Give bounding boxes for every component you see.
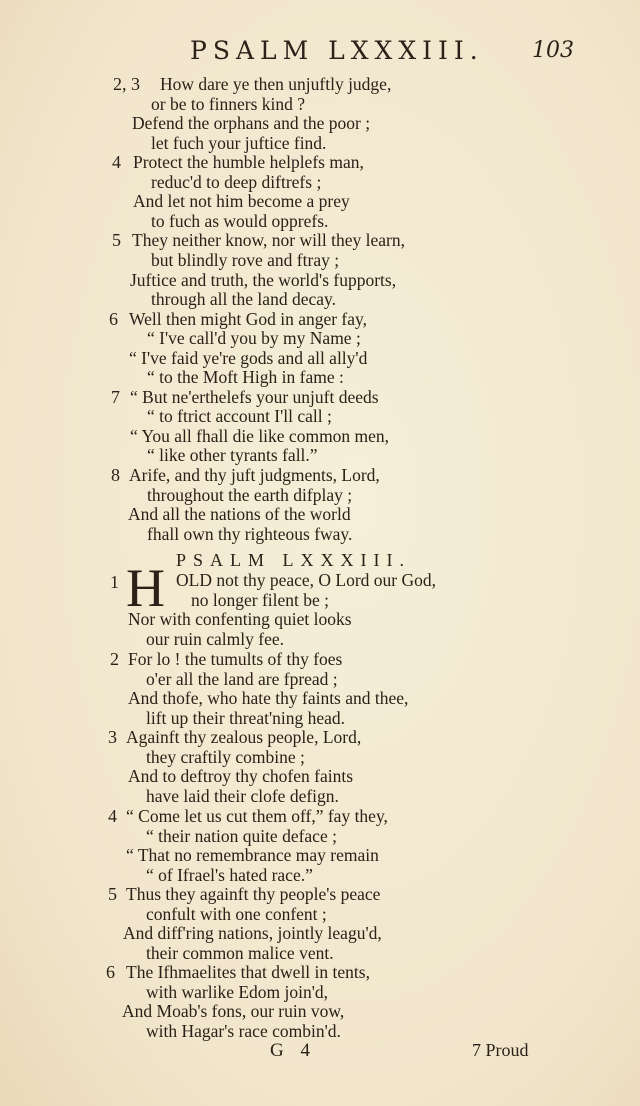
verse-number: 8: [111, 465, 120, 485]
verse-line: confult with one confent ;: [146, 904, 327, 924]
verse-line: Protect the humble helplefs man,: [133, 152, 364, 172]
verse-line: have laid their clofe defign.: [146, 786, 339, 806]
verse-number: 3: [108, 727, 117, 747]
verse-line: their common malice vent.: [146, 943, 334, 963]
verse-line: but blindly rove and ftray ;: [151, 250, 340, 270]
verse-line: “ That no remembrance may remain: [126, 845, 379, 865]
verse-line: “ Come let us cut them off,” fay they,: [126, 806, 388, 826]
verse-line: “ You all fhall die like common men,: [130, 426, 390, 446]
verse-line: fhall own thy righteous fway.: [147, 524, 353, 544]
signature-mark: G 4: [270, 1040, 316, 1061]
catchword: 7 Proud: [472, 1040, 529, 1060]
verse-number: 6: [106, 962, 115, 982]
verse-line: “ I've call'd you by my Name ;: [147, 328, 361, 348]
verse-line: lift up their threat'ning head.: [146, 708, 345, 728]
verse-line: Nor with confenting quiet looks: [128, 609, 352, 629]
verse-line: “ I've faid ye're gods and all ally'd: [129, 348, 368, 368]
verse-line: Defend the orphans and the poor ;: [132, 113, 371, 133]
verse-line: OLD not thy peace, O Lord our God,: [176, 570, 437, 590]
verse-line: Well then might God in anger fay,: [129, 309, 368, 329]
verse-line: throughout the earth difplay ;: [147, 485, 353, 505]
verse-line: “ their nation quite deface ;: [146, 826, 337, 846]
verse-number: 2, 3: [113, 74, 140, 94]
running-title: PSALM LXXXIII.: [190, 36, 484, 65]
page-number: 103: [532, 38, 574, 63]
verse-line: they craftily combine ;: [146, 747, 305, 767]
verse-number: 2: [110, 649, 119, 669]
verse-line: or be to finners kind ?: [151, 94, 306, 114]
verse-line: And thofe, who hate thy faints and thee,: [128, 688, 409, 708]
verse-line: let fuch your juftice find.: [151, 133, 327, 153]
verse-line: Arife, and thy juft judgments, Lord,: [129, 465, 380, 485]
verse-line: And let not him become a prey: [133, 191, 350, 211]
verse-number: 7: [111, 387, 120, 407]
verse-line: Againft thy zealous people, Lord,: [126, 727, 362, 747]
verse-line: Juftice and truth, the world's fupports,: [130, 270, 397, 290]
verse-line: Thus they againft thy people's peace: [126, 884, 381, 904]
verse-line: through all the land decay.: [151, 289, 336, 309]
verse-line: They neither know, nor will they learn,: [132, 230, 405, 250]
verse-line: And Moab's fons, our ruin vow,: [122, 1001, 345, 1021]
drop-cap-letter: H: [126, 558, 165, 618]
verse-line: For lo ! the tumults of thy foes: [128, 649, 343, 669]
verse-number: 5: [112, 230, 121, 250]
verse-line: The Ifhmaelites that dwell in tents,: [126, 962, 370, 982]
verse-number: 6: [109, 309, 118, 329]
verse-line: o'er all the land are fpread ;: [146, 669, 338, 689]
verse-number: 5: [108, 884, 117, 904]
verse-number: 4: [108, 806, 117, 826]
verse-line: “ of Ifrael's hated race.”: [146, 865, 313, 885]
verse-line: “ to ftrict account I'll call ;: [147, 406, 332, 426]
verse-line: And all the nations of the world: [128, 504, 351, 524]
verse-number: 4: [112, 152, 121, 172]
psalm-83-title: PSALM LXXXIII.: [176, 550, 411, 570]
verse-line: And to deftroy thy chofen faints: [128, 766, 354, 786]
verse-line: “ But ne'erthelefs your unjuft deeds: [130, 387, 379, 407]
verse-line: to fuch as would opprefs.: [151, 211, 329, 231]
verse-line: And diff'ring nations, jointly leagu'd,: [123, 923, 382, 943]
verse-line: no longer filent be ;: [191, 590, 330, 610]
verse-line: reduc'd to deep diftrefs ;: [151, 172, 322, 192]
verse-line: with warlike Edom join'd,: [146, 982, 329, 1002]
verse-line: “ like other tyrants fall.”: [147, 445, 318, 465]
verse-line: with Hagar's race combin'd.: [146, 1021, 341, 1041]
verse-line: our ruin calmly fee.: [146, 629, 285, 649]
verse-line: “ to the Moft High in fame :: [147, 367, 344, 387]
verse-line: How dare ye then unjuftly judge,: [160, 74, 392, 94]
verse-number: 1: [110, 572, 119, 592]
